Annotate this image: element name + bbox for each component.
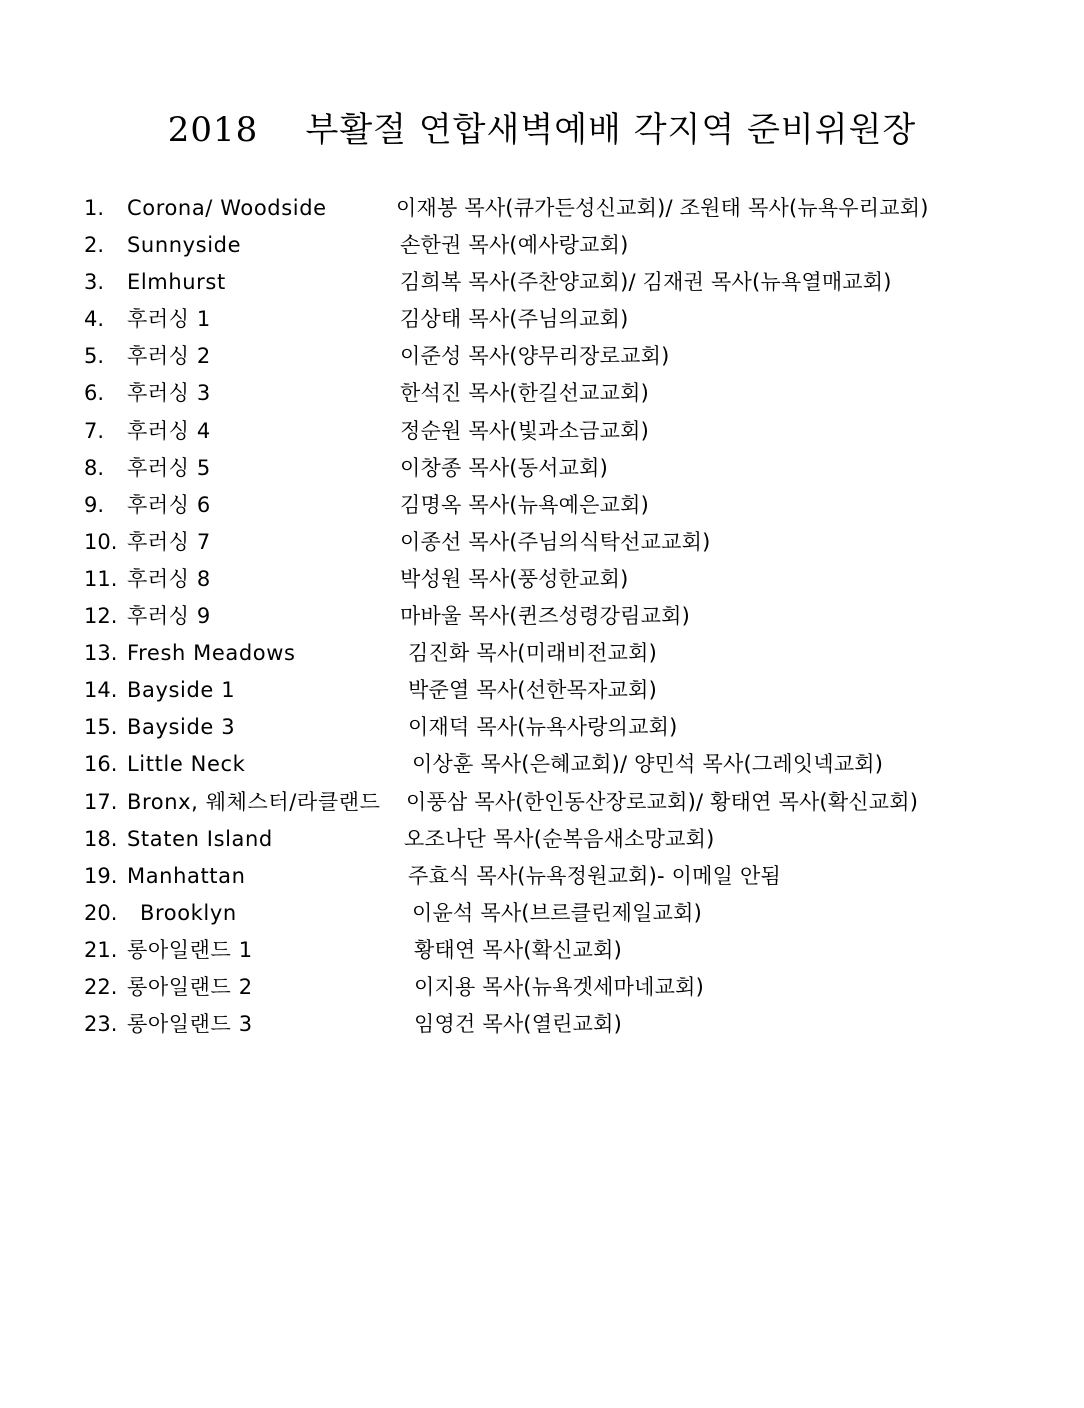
item-number: 23.	[84, 1012, 118, 1037]
list-item	[84, 672, 1044, 709]
item-pastor: 이종선 목사(주님의식탁선교교회)	[400, 529, 711, 554]
item-area: Sunnyside	[127, 233, 242, 258]
list-item	[84, 709, 1044, 746]
item-area: Brooklyn	[140, 900, 237, 925]
item-number: 8.	[84, 455, 105, 480]
item-number: 22.	[84, 974, 118, 999]
list-item	[84, 635, 1044, 672]
item-pastor: 이지용 목사(뉴욕겟세마네교회)	[414, 974, 704, 999]
list-item	[84, 450, 1044, 487]
item-number: 21.	[84, 937, 118, 962]
item-area: 롱아일랜드 3	[127, 1012, 253, 1037]
item-number: 2.	[84, 233, 105, 258]
item-number: 10.	[84, 529, 118, 554]
item-area: Elmhurst	[127, 270, 226, 295]
item-pastor: 주효식 목사(뉴욕정원교회)- 이메일 안됨	[408, 863, 781, 888]
list-item	[84, 413, 1044, 450]
item-area: Corona/ Woodside	[127, 196, 327, 220]
item-number: 15.	[84, 715, 118, 740]
item-area: 롱아일랜드 2	[127, 974, 253, 999]
item-area: Staten Island	[127, 826, 273, 851]
item-area: 후러싱 2	[127, 344, 211, 369]
item-pastor: 김명옥 목사(뉴욕예은교회)	[400, 492, 650, 517]
item-pastor: 이준성 목사(양무리장로교회)	[400, 344, 670, 369]
item-number: 7.	[84, 418, 105, 443]
list-item	[84, 487, 1044, 524]
item-number: 19.	[84, 863, 118, 888]
item-pastor: 마바울 목사(퀸즈성령강림교회)	[400, 604, 690, 629]
item-area: 후러싱 1	[127, 307, 211, 332]
list-item	[84, 264, 1044, 301]
item-number: 17.	[84, 789, 118, 814]
item-area: 후러싱 6	[127, 492, 211, 517]
item-pastor: 오조나단 목사(순복음새소망교회)	[404, 826, 715, 851]
item-pastor: 한석진 목사(한길선교교회)	[400, 381, 650, 406]
list-item	[84, 227, 1044, 264]
item-number: 18.	[84, 826, 118, 851]
item-area: Little Neck	[127, 752, 246, 777]
item-area: Bayside 3	[127, 715, 236, 740]
committee-list	[84, 190, 1044, 1043]
item-pastor: 이재덕 목사(뉴욕사랑의교회)	[408, 715, 678, 740]
item-pastor: 김희복 목사(주찬양교회)/ 김재권 목사(뉴욕열매교회)	[400, 270, 892, 295]
list-item	[84, 524, 1044, 561]
list-item	[84, 375, 1044, 412]
item-number: 9.	[84, 492, 105, 517]
item-pastor: 박준열 목사(선한목자교회)	[408, 678, 658, 703]
item-area: Bronx, 웨체스터/라클랜드	[127, 789, 381, 814]
item-area: Bayside 1	[127, 678, 236, 703]
item-pastor: 이창종 목사(동서교회)	[400, 455, 609, 480]
item-pastor: 손한권 목사(예사랑교회)	[400, 233, 629, 258]
item-area: 후러싱 7	[127, 529, 211, 554]
item-area: 후러싱 5	[127, 455, 211, 480]
list-item	[84, 932, 1044, 969]
item-pastor: 이재봉 목사(큐가든성신교회)/ 조원태 목사(뉴욕우리교회)	[396, 196, 929, 220]
item-number: 11.	[84, 566, 118, 591]
item-pastor: 이윤석 목사(브르클린제일교회)	[412, 900, 702, 925]
item-pastor: 정순원 목사(빛과소금교회)	[400, 418, 650, 443]
item-pastor: 이풍삼 목사(한인동산장로교회)/ 황태연 목사(확신교회)	[406, 789, 919, 814]
list-item	[84, 301, 1044, 338]
item-area: Manhattan	[127, 863, 246, 888]
item-number: 14.	[84, 678, 118, 703]
item-number: 12.	[84, 604, 118, 629]
list-item	[84, 969, 1044, 1006]
list-item	[84, 821, 1044, 858]
item-area: 롱아일랜드 1	[127, 937, 253, 962]
item-area: 후러싱 3	[127, 381, 211, 406]
item-area: 후러싱 4	[127, 418, 211, 443]
item-number: 4.	[84, 307, 105, 332]
item-pastor: 김상태 목사(주님의교회)	[400, 307, 629, 332]
item-pastor: 박성원 목사(풍성한교회)	[400, 566, 629, 591]
list-item	[84, 598, 1044, 635]
item-number: 5.	[84, 344, 105, 369]
item-number: 6.	[84, 381, 105, 406]
list-item	[84, 858, 1044, 895]
item-number: 16.	[84, 752, 118, 777]
item-number: 13.	[84, 641, 118, 666]
list-item	[84, 784, 1044, 821]
list-item	[84, 190, 1044, 227]
list-item	[84, 338, 1044, 375]
item-pastor: 이상훈 목사(은혜교회)/ 양민석 목사(그레잇넥교회)	[412, 752, 884, 777]
document-title: 2018 부활절 연합새벽예배 각지역 준비위원장	[167, 110, 917, 150]
item-number: 3.	[84, 270, 105, 295]
list-item	[84, 561, 1044, 598]
item-pastor: 김진화 목사(미래비전교회)	[408, 641, 658, 666]
item-area: 후러싱 8	[127, 566, 211, 591]
item-area: 후러싱 9	[127, 604, 211, 629]
item-number: 1.	[84, 196, 105, 220]
list-item	[84, 746, 1044, 783]
list-item	[84, 1006, 1044, 1043]
item-pastor: 임영건 목사(열린교회)	[414, 1012, 623, 1037]
item-number: 20.	[84, 900, 118, 925]
list-item	[84, 895, 1044, 932]
item-pastor: 황태연 목사(확신교회)	[414, 937, 623, 962]
item-area: Fresh Meadows	[127, 641, 296, 666]
